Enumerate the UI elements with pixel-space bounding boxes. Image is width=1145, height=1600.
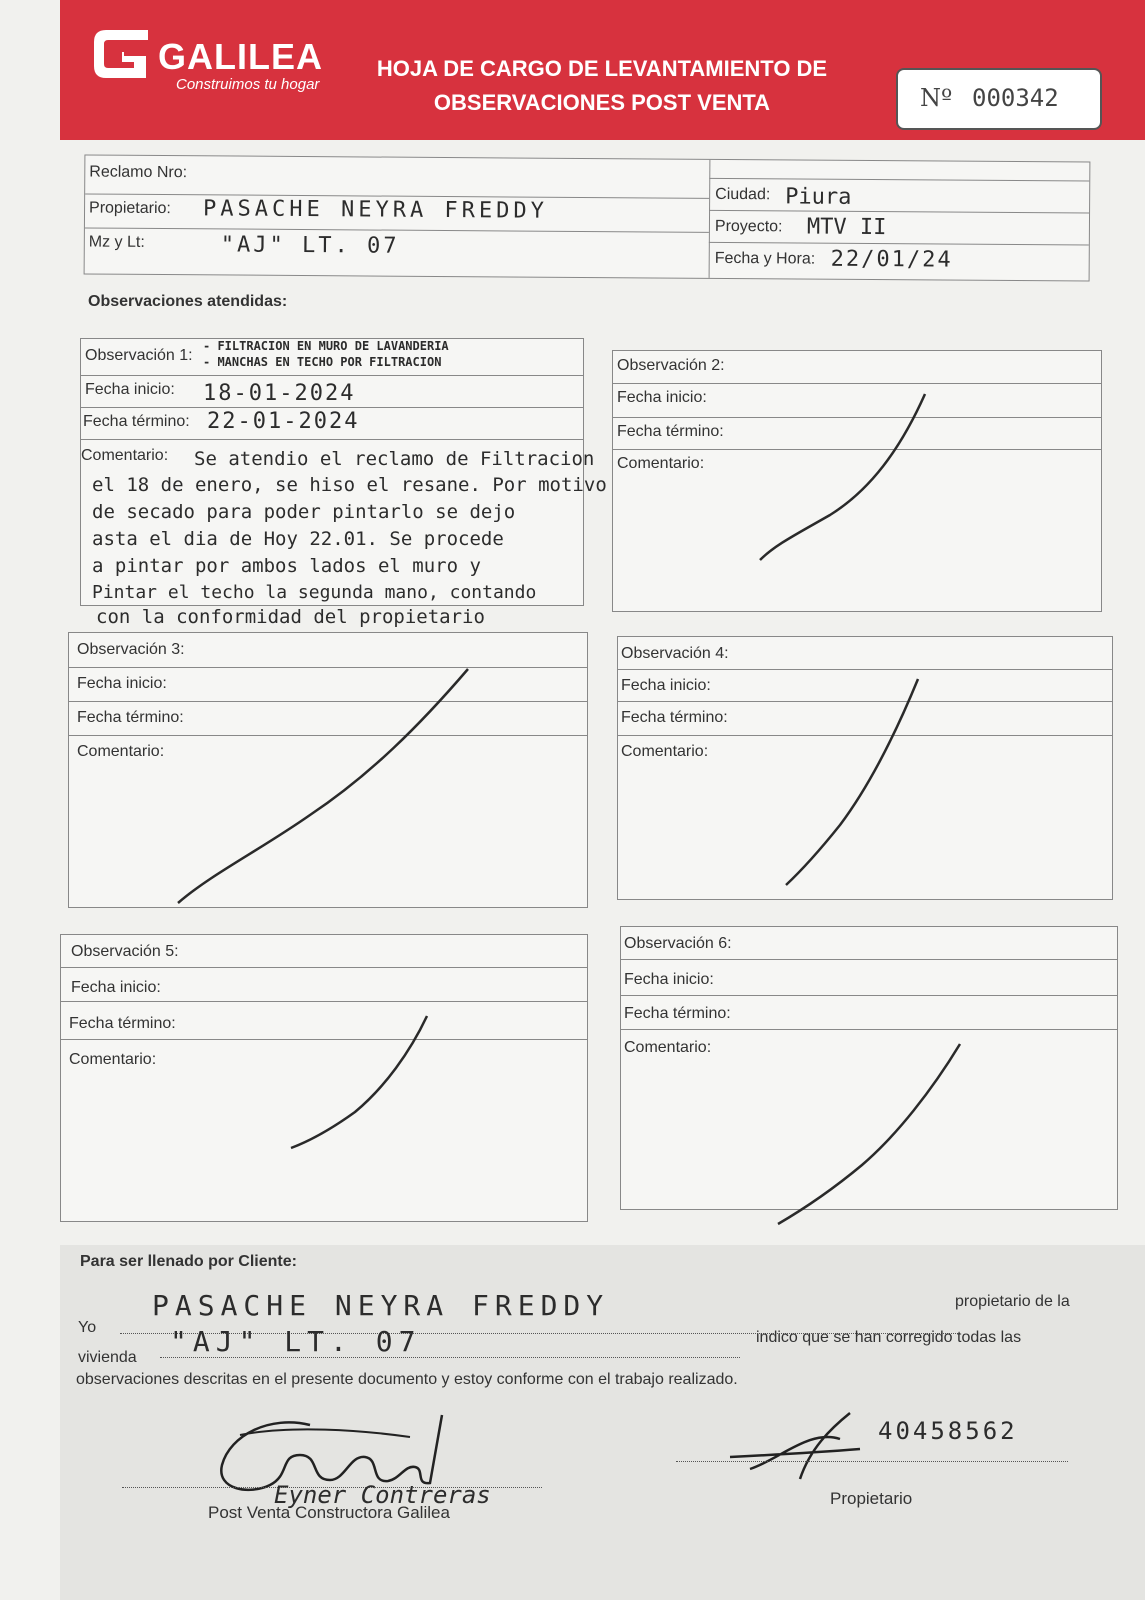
indico-text: indico que se han corregido todas las <box>756 1329 1022 1346</box>
mzlt-value: "AJ" LT. 07 <box>220 232 400 259</box>
obs6-inicio-label: Fecha inicio: <box>624 971 714 988</box>
obs3-termino-label: Fecha término: <box>77 709 184 726</box>
propietario-signature-icon <box>710 1409 890 1489</box>
propietario-role: Propietario <box>830 1489 913 1508</box>
obs1-value-line2: - MANCHAS EN TECHO POR FILTRACION <box>203 355 442 369</box>
obs4-inicio-label: Fecha inicio: <box>621 677 711 694</box>
obs2-termino-label: Fecha término: <box>617 423 724 440</box>
obs3-inicio-label: Fecha inicio: <box>77 675 167 692</box>
reclamo-label: Reclamo Nro: <box>89 163 188 182</box>
proyecto-label: Proyecto: <box>714 217 783 236</box>
obs2-comentario-label: Comentario: <box>617 455 705 472</box>
comentario-line: Se atendio el reclamo de Filtracion <box>194 448 595 470</box>
obs2-inicio-label: Fecha inicio: <box>617 389 707 406</box>
signer-role: Post Venta Constructora Galilea <box>208 1503 450 1522</box>
obs6-label: Observación 6: <box>624 935 732 952</box>
obs5-termino-label: Fecha término: <box>69 1015 176 1032</box>
title-line-1: HOJA DE CARGO DE LEVANTAMIENTO DE <box>376 56 828 81</box>
comentario-line: de secado para poder pintarlo se dejo <box>92 501 516 523</box>
obs5-comentario-label: Comentario: <box>69 1051 157 1068</box>
mzlt-label: Mz y Lt: <box>88 233 145 251</box>
obs3-comentario-label: Comentario: <box>77 743 165 760</box>
yo-value: PASACHE NEYRA FREDDY <box>152 1289 610 1322</box>
obs6-strike-mark <box>772 1040 967 1230</box>
obs6-termino-label: Fecha término: <box>624 1005 731 1022</box>
comentario-line: el 18 de enero, se hiso el resane. Por motivo <box>92 474 607 496</box>
document-title <box>352 52 852 120</box>
signer-name: Eyner Contreras <box>274 1481 491 1509</box>
comentario-line: asta el dia de Hoy 22.01. Se procede <box>92 528 504 550</box>
obs1-value-line1: - FILTRACION EN MURO DE LAVANDERIA <box>203 339 449 353</box>
comentario-line: Pintar el techo la segunda mano, contando <box>92 582 537 603</box>
obs2-strike-mark <box>750 390 940 570</box>
ciudad-value: Piura <box>785 184 852 210</box>
obs6-comentario-label: Comentario: <box>624 1039 712 1056</box>
ciudad-label: Ciudad: <box>715 185 771 204</box>
vivienda-value: "AJ" LT. 07 <box>170 1325 422 1358</box>
obs2-label: Observación 2: <box>617 357 725 374</box>
yo-label: Yo <box>78 1319 97 1336</box>
proyecto-value: MTV II <box>806 214 887 241</box>
obs1-termino-label: Fecha término: <box>83 413 190 430</box>
comentario-line: a pintar por ambos lados el muro y <box>92 555 481 577</box>
obs1-label: Observación 1: <box>85 347 193 364</box>
cliente-title: Para ser llenado por Cliente: <box>80 1253 297 1270</box>
obs4-comentario-label: Comentario: <box>621 743 709 760</box>
propietario-signature-line <box>676 1461 1068 1462</box>
obs5-strike-mark <box>285 1012 435 1152</box>
obs3-strike-mark <box>170 665 480 910</box>
vivienda-label: vivienda <box>78 1349 137 1366</box>
obs1-termino-value: 22-01-2024 <box>207 409 360 434</box>
obs1-inicio-label: Fecha inicio: <box>85 381 175 398</box>
obs1-comentario-label: Comentario: <box>81 447 169 464</box>
obs4-label: Observación 4: <box>621 645 729 662</box>
brand-slogan: Construimos tu hogar <box>176 76 320 93</box>
fecha-hora-value: 22/01/24 <box>830 246 953 273</box>
fecha-hora-label: Fecha y Hora: <box>714 249 816 268</box>
obs4-termino-label: Fecha término: <box>621 709 728 726</box>
document-number-box <box>896 68 1102 130</box>
obs5-label: Observación 5: <box>71 943 179 960</box>
number-label: Nº <box>920 84 953 112</box>
dni-value: 40458562 <box>878 1417 1018 1445</box>
conformidad-statement: observaciones descritas en el presente documento y estoy conforme con el trabajo realizado. <box>76 1371 738 1388</box>
propietario-label: Propietario: <box>88 199 171 218</box>
observaciones-title: Observaciones atendidas: <box>88 293 288 310</box>
obs3-label: Observación 3: <box>77 641 185 658</box>
propietario-de-la-text: propietario de la <box>955 1293 1070 1310</box>
cliente-section <box>60 1245 1145 1600</box>
brand-name: GALILEA <box>158 36 323 77</box>
obs4-strike-mark <box>780 675 925 890</box>
title-line-2: OBSERVACIONES POST VENTA <box>433 90 771 115</box>
obs5-inicio-label: Fecha inicio: <box>71 979 161 996</box>
galilea-logo-icon <box>88 22 160 84</box>
comentario-line: con la conformidad del propietario <box>96 606 485 628</box>
number-value: 000342 <box>972 84 1059 112</box>
info-table <box>84 154 1091 281</box>
propietario-value: PASACHE NEYRA FREDDY <box>202 196 549 224</box>
obs1-inicio-value: 18-01-2024 <box>203 381 356 406</box>
